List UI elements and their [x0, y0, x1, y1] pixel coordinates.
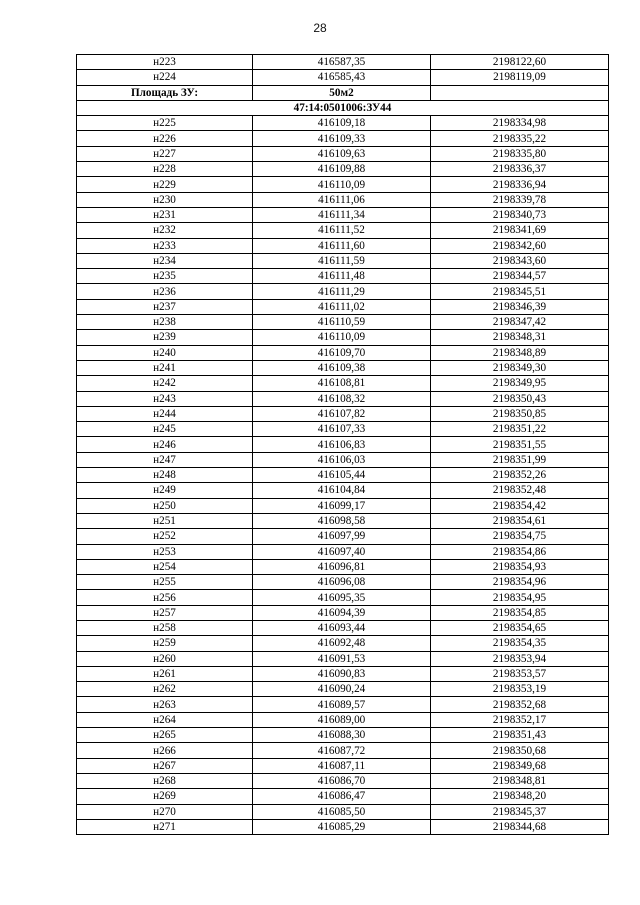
point-id-cell: н266	[77, 743, 253, 758]
y-coordinate-cell: 2198352,17	[431, 712, 609, 727]
y-coordinate-cell: 2198354,96	[431, 575, 609, 590]
y-coordinate-cell: 2198343,60	[431, 253, 609, 268]
point-id-cell: н236	[77, 284, 253, 299]
point-id-cell: н248	[77, 468, 253, 483]
point-id-cell: н245	[77, 422, 253, 437]
y-coordinate-cell: 2198349,30	[431, 360, 609, 375]
y-coordinate-cell: 2198352,48	[431, 483, 609, 498]
table-row	[77, 483, 609, 498]
y-coordinate-cell: 2198352,68	[431, 697, 609, 712]
table-row	[77, 253, 609, 268]
point-id-cell: н228	[77, 162, 253, 177]
x-coordinate-cell: 416110,59	[253, 315, 431, 330]
x-coordinate-cell: 416109,38	[253, 360, 431, 375]
x-coordinate-cell: 416089,00	[253, 712, 431, 727]
x-coordinate-cell: 416097,40	[253, 544, 431, 559]
table-row	[77, 498, 609, 513]
point-id-cell: н257	[77, 605, 253, 620]
y-coordinate-cell: 2198354,85	[431, 605, 609, 620]
x-coordinate-cell: 416096,81	[253, 559, 431, 574]
table-row	[77, 55, 609, 70]
point-id-cell: н247	[77, 452, 253, 467]
x-coordinate-cell: 416088,30	[253, 728, 431, 743]
table-row	[77, 284, 609, 299]
table-row	[77, 697, 609, 712]
y-coordinate-cell: 2198334,98	[431, 116, 609, 131]
y-coordinate-cell: 2198350,68	[431, 743, 609, 758]
point-id-cell: н227	[77, 146, 253, 161]
point-id-cell: н252	[77, 529, 253, 544]
area-section	[77, 85, 609, 116]
point-id-cell: н258	[77, 620, 253, 635]
point-id-cell: н251	[77, 513, 253, 528]
x-coordinate-cell: 416111,34	[253, 207, 431, 222]
y-coordinate-cell: 2198353,57	[431, 666, 609, 681]
point-id-cell: н230	[77, 192, 253, 207]
x-coordinate-cell: 416096,08	[253, 575, 431, 590]
y-coordinate-cell: 2198349,95	[431, 376, 609, 391]
table-row	[77, 468, 609, 483]
point-id-cell: н268	[77, 773, 253, 788]
y-coordinate-cell: 2198354,61	[431, 513, 609, 528]
table-row	[77, 620, 609, 635]
area-row	[77, 85, 609, 100]
point-id-cell: н244	[77, 406, 253, 421]
y-coordinate-cell: 2198336,37	[431, 162, 609, 177]
x-coordinate-cell: 416109,18	[253, 116, 431, 131]
table-row	[77, 819, 609, 834]
y-coordinate-cell: 2198354,93	[431, 559, 609, 574]
area-value: 50м2	[253, 85, 431, 100]
x-coordinate-cell: 416095,35	[253, 590, 431, 605]
point-id-cell: н253	[77, 544, 253, 559]
table-row	[77, 360, 609, 375]
y-coordinate-cell: 2198341,69	[431, 223, 609, 238]
y-coordinate-cell: 2198351,99	[431, 452, 609, 467]
x-coordinate-cell: 416585,43	[253, 70, 431, 85]
table-row	[77, 559, 609, 574]
y-coordinate-cell: 2198344,57	[431, 269, 609, 284]
y-coordinate-cell: 2198353,19	[431, 682, 609, 697]
point-id-cell: н249	[77, 483, 253, 498]
y-coordinate-cell: 2198354,42	[431, 498, 609, 513]
y-coordinate-cell: 2198342,60	[431, 238, 609, 253]
table-row	[77, 529, 609, 544]
x-coordinate-cell: 416091,53	[253, 651, 431, 666]
point-id-cell: н233	[77, 238, 253, 253]
table-row	[77, 544, 609, 559]
plot-header-row	[77, 100, 609, 115]
table-row	[77, 223, 609, 238]
table-row	[77, 70, 609, 85]
point-id-cell: н226	[77, 131, 253, 146]
page-number: 28	[313, 21, 327, 35]
table-row	[77, 116, 609, 131]
x-coordinate-cell: 416086,47	[253, 789, 431, 804]
y-coordinate-cell: 2198354,95	[431, 590, 609, 605]
coordinates-table	[76, 54, 609, 835]
y-coordinate-cell: 2198353,94	[431, 651, 609, 666]
point-id-cell: н240	[77, 345, 253, 360]
x-coordinate-cell: 416105,44	[253, 468, 431, 483]
x-coordinate-cell: 416089,57	[253, 697, 431, 712]
x-coordinate-cell: 416093,44	[253, 620, 431, 635]
x-coordinate-cell: 416094,39	[253, 605, 431, 620]
table-row	[77, 651, 609, 666]
y-coordinate-cell: 2198354,86	[431, 544, 609, 559]
x-coordinate-cell: 416110,09	[253, 330, 431, 345]
table-row	[77, 452, 609, 467]
x-coordinate-cell: 416109,63	[253, 146, 431, 161]
point-id-cell: н265	[77, 728, 253, 743]
y-coordinate-cell: 2198351,43	[431, 728, 609, 743]
point-id-cell: н229	[77, 177, 253, 192]
y-coordinate-cell: 2198345,51	[431, 284, 609, 299]
x-coordinate-cell: 416108,81	[253, 376, 431, 391]
table-row	[77, 758, 609, 773]
table-row	[77, 575, 609, 590]
table-row	[77, 773, 609, 788]
y-coordinate-cell: 2198339,78	[431, 192, 609, 207]
x-coordinate-cell: 416111,60	[253, 238, 431, 253]
point-id-cell: н264	[77, 712, 253, 727]
x-coordinate-cell: 416108,32	[253, 391, 431, 406]
x-coordinate-cell: 416110,09	[253, 177, 431, 192]
point-id-cell: н241	[77, 360, 253, 375]
x-coordinate-cell: 416099,17	[253, 498, 431, 513]
x-coordinate-cell: 416111,52	[253, 223, 431, 238]
table-row	[77, 789, 609, 804]
area-label: Площадь ЗУ:	[77, 85, 253, 100]
x-coordinate-cell: 416111,02	[253, 299, 431, 314]
x-coordinate-cell: 416098,58	[253, 513, 431, 528]
y-coordinate-cell: 2198348,89	[431, 345, 609, 360]
y-coordinate-cell: 2198336,94	[431, 177, 609, 192]
table-row	[77, 406, 609, 421]
table-body-after	[77, 116, 609, 835]
point-id-cell: н231	[77, 207, 253, 222]
table-row	[77, 605, 609, 620]
point-id-cell: н234	[77, 253, 253, 268]
x-coordinate-cell: 416111,29	[253, 284, 431, 299]
y-coordinate-cell: 2198340,73	[431, 207, 609, 222]
point-id-cell: н242	[77, 376, 253, 391]
point-id-cell: н250	[77, 498, 253, 513]
x-coordinate-cell: 416109,33	[253, 131, 431, 146]
x-coordinate-cell: 416109,70	[253, 345, 431, 360]
point-id-cell: н261	[77, 666, 253, 681]
table-row	[77, 299, 609, 314]
table-row	[77, 590, 609, 605]
table-row	[77, 376, 609, 391]
table-row	[77, 743, 609, 758]
x-coordinate-cell: 416092,48	[253, 636, 431, 651]
table-row	[77, 437, 609, 452]
point-id-cell: н262	[77, 682, 253, 697]
table-body-before	[77, 55, 609, 86]
point-id-cell: н260	[77, 651, 253, 666]
point-id-cell: н223	[77, 55, 253, 70]
y-coordinate-cell: 2198354,35	[431, 636, 609, 651]
x-coordinate-cell: 416111,48	[253, 269, 431, 284]
table-row	[77, 682, 609, 697]
table-row	[77, 162, 609, 177]
table-row	[77, 712, 609, 727]
point-id-cell: н263	[77, 697, 253, 712]
x-coordinate-cell: 416085,29	[253, 819, 431, 834]
point-id-cell: н232	[77, 223, 253, 238]
y-coordinate-cell: 2198352,26	[431, 468, 609, 483]
point-id-cell: н254	[77, 559, 253, 574]
table-row	[77, 391, 609, 406]
table-row	[77, 269, 609, 284]
y-coordinate-cell: 2198351,22	[431, 422, 609, 437]
y-coordinate-cell: 2198347,42	[431, 315, 609, 330]
y-coordinate-cell: 2198354,65	[431, 620, 609, 635]
y-coordinate-cell: 2198350,43	[431, 391, 609, 406]
point-id-cell: н267	[77, 758, 253, 773]
x-coordinate-cell: 416111,06	[253, 192, 431, 207]
x-coordinate-cell: 416086,70	[253, 773, 431, 788]
point-id-cell: н269	[77, 789, 253, 804]
table-row	[77, 192, 609, 207]
point-id-cell: н270	[77, 804, 253, 819]
y-coordinate-cell: 2198348,31	[431, 330, 609, 345]
y-coordinate-cell: 2198348,81	[431, 773, 609, 788]
y-coordinate-cell: 2198348,20	[431, 789, 609, 804]
x-coordinate-cell: 416107,33	[253, 422, 431, 437]
table-row	[77, 513, 609, 528]
y-coordinate-cell: 2198346,39	[431, 299, 609, 314]
x-coordinate-cell: 416111,59	[253, 253, 431, 268]
table-row	[77, 804, 609, 819]
y-coordinate-cell: 2198350,85	[431, 406, 609, 421]
y-coordinate-cell: 2198122,60	[431, 55, 609, 70]
point-id-cell: н256	[77, 590, 253, 605]
table-row	[77, 345, 609, 360]
table-row	[77, 422, 609, 437]
point-id-cell: н271	[77, 819, 253, 834]
y-coordinate-cell: 2198335,22	[431, 131, 609, 146]
x-coordinate-cell: 416106,83	[253, 437, 431, 452]
table-row	[77, 728, 609, 743]
x-coordinate-cell: 416104,84	[253, 483, 431, 498]
x-coordinate-cell: 416090,24	[253, 682, 431, 697]
point-id-cell: н237	[77, 299, 253, 314]
table-row	[77, 315, 609, 330]
table-row	[77, 666, 609, 681]
plot-cadastral-number: 47:14:0501006:ЗУ44	[77, 100, 609, 115]
table-row	[77, 636, 609, 651]
point-id-cell: н255	[77, 575, 253, 590]
area-empty-cell	[431, 85, 609, 100]
point-id-cell: н224	[77, 70, 253, 85]
x-coordinate-cell: 416087,72	[253, 743, 431, 758]
y-coordinate-cell: 2198349,68	[431, 758, 609, 773]
y-coordinate-cell: 2198344,68	[431, 819, 609, 834]
x-coordinate-cell: 416085,50	[253, 804, 431, 819]
point-id-cell: н238	[77, 315, 253, 330]
x-coordinate-cell: 416087,11	[253, 758, 431, 773]
x-coordinate-cell: 416106,03	[253, 452, 431, 467]
y-coordinate-cell: 2198354,75	[431, 529, 609, 544]
point-id-cell: н225	[77, 116, 253, 131]
x-coordinate-cell: 416097,99	[253, 529, 431, 544]
point-id-cell: н243	[77, 391, 253, 406]
table-row	[77, 131, 609, 146]
point-id-cell: н239	[77, 330, 253, 345]
table-row	[77, 330, 609, 345]
x-coordinate-cell: 416107,82	[253, 406, 431, 421]
y-coordinate-cell: 2198119,09	[431, 70, 609, 85]
x-coordinate-cell: 416109,88	[253, 162, 431, 177]
point-id-cell: н246	[77, 437, 253, 452]
table-row	[77, 146, 609, 161]
x-coordinate-cell: 416587,35	[253, 55, 431, 70]
table-row	[77, 177, 609, 192]
point-id-cell: н259	[77, 636, 253, 651]
table-row	[77, 238, 609, 253]
point-id-cell: н235	[77, 269, 253, 284]
y-coordinate-cell: 2198351,55	[431, 437, 609, 452]
x-coordinate-cell: 416090,83	[253, 666, 431, 681]
y-coordinate-cell: 2198345,37	[431, 804, 609, 819]
y-coordinate-cell: 2198335,80	[431, 146, 609, 161]
table-row	[77, 207, 609, 222]
